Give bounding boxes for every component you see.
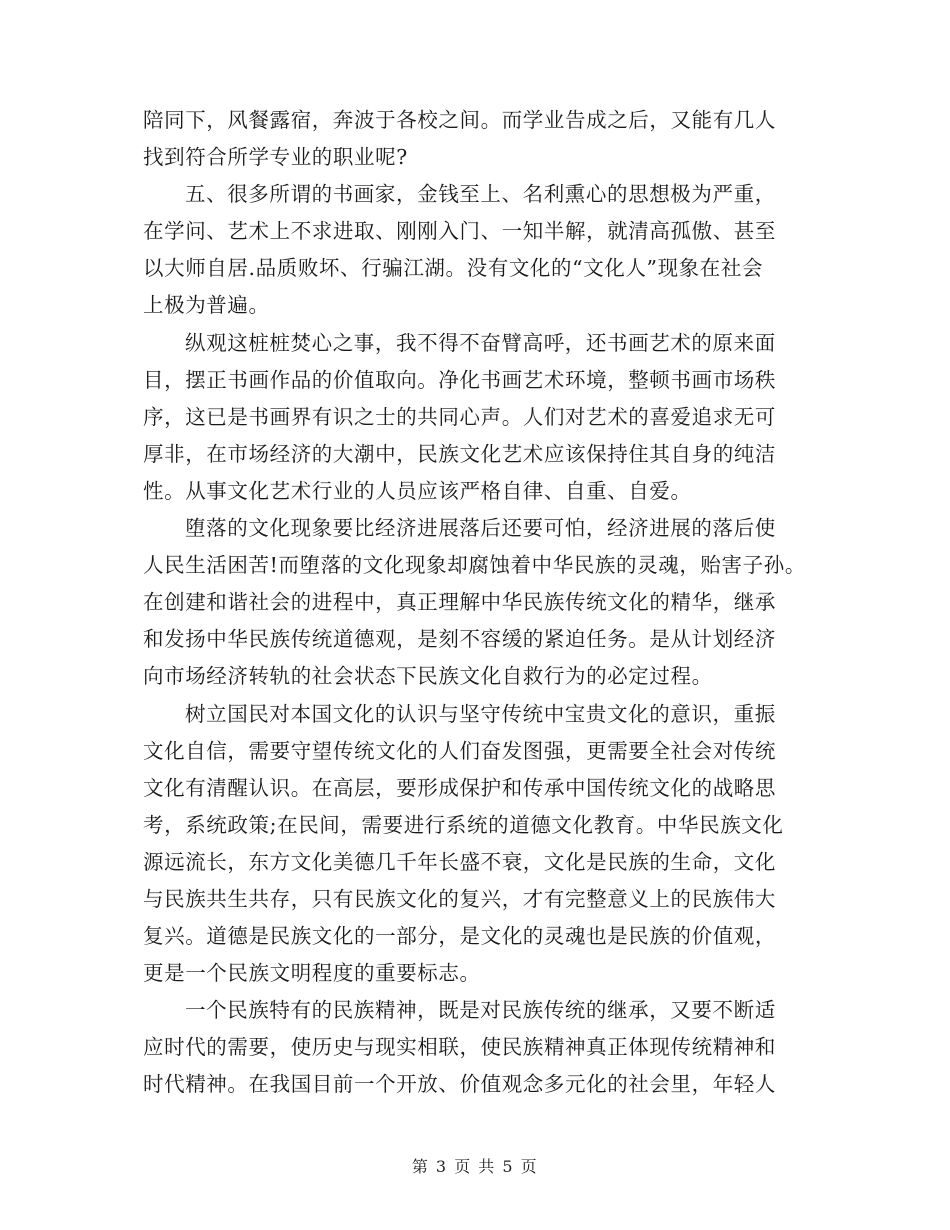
text-line: 复兴。道德是民族文化的一部分，是文化的灵魂也是民族的价值观， — [143, 924, 776, 949]
paragraph-6 — [143, 992, 813, 1103]
document-body — [143, 102, 813, 1104]
text-line: 陪同下，风餐露宿，奔波于各校之间。而学业告成之后，又能有几人 — [143, 108, 776, 132]
text-line: 在学问、艺术上不求进取、刚刚入门、一知半解，就清高孤傲、甚至 — [143, 219, 776, 244]
text-line: 五、很多所谓的书画家，金钱至上、名利熏心的思想极为严重， — [185, 182, 776, 207]
paragraph-4 — [143, 510, 813, 695]
text-line: 文化自信，需要守望传统文化的人们奋发图强，更需要全社会对传统 — [143, 738, 776, 763]
paragraph-2 — [143, 176, 813, 324]
text-line: 性。从事文化艺术行业的人员应该严格自律、自重、自爱。 — [143, 478, 692, 503]
text-line: 以大师自居.品质败坏、行骗江湖。没有文化的“文化人”现象在社会 — [143, 256, 764, 281]
text-line: 树立国民对本国文化的认识与坚守传统中宝贵文化的意识，重振 — [185, 701, 776, 726]
text-line: 更是一个民族文明程度的重要标志。 — [143, 961, 481, 986]
page-number-footer: 第 3 页 共 5 页 — [411, 1157, 539, 1176]
text-line: 与民族共生共存，只有民族文化的复兴，才有完整意义上的民族伟大 — [143, 886, 776, 911]
text-line: 人民生活困苦!而堕落的文化现象却腐蚀着中华民族的灵魂，贻害子孙。 — [143, 553, 806, 578]
text-line: 文化有清醒认识。在高层，要形成保护和传承中国传统文化的战略思 — [143, 775, 776, 800]
paragraph-1 — [143, 102, 813, 176]
paragraph-5 — [143, 696, 813, 993]
text-line: 纵观这桩桩焚心之事，我不得不奋臂高呼，还书画艺术的原来面 — [185, 330, 776, 355]
text-line: 目，摆正书画作品的价值取向。净化书画艺术环境，整顿书画市场秩 — [143, 367, 776, 392]
text-line: 一个民族特有的民族精神，既是对民族传统的继承，又要不断适 — [185, 998, 776, 1023]
text-line: 和发扬中华民族传统道德观，是刻不容缓的紧迫任务。是从计划经济 — [143, 627, 776, 652]
text-line: 考，系统政策;在民间，需要进行系统的道德文化教育。中华民族文化 — [143, 812, 784, 837]
text-line: 序，这已是书画界有识之士的共同心声。人们对艺术的喜爱追求无可 — [143, 404, 776, 429]
text-line: 时代精神。在我国目前一个开放、价值观念多元化的社会里，年轻人 — [143, 1072, 776, 1097]
text-line: 在创建和谐社会的进程中，真正理解中华民族传统文化的精华，继承 — [143, 590, 776, 615]
text-line: 找到符合所学专业的职业呢? — [143, 145, 408, 170]
text-line: 上极为普遍。 — [143, 293, 270, 318]
text-line: 应时代的需要，使历史与现实相联，使民族精神真正体现传统精神和 — [143, 1035, 776, 1060]
text-line: 堕落的文化现象要比经济进展落后还要可怕，经济进展的落后使 — [185, 516, 776, 541]
paragraph-3 — [143, 325, 813, 510]
text-line: 向市场经济转轨的社会状态下民族文化自救行为的必定过程。 — [143, 664, 713, 689]
text-line: 源远流长，东方文化美德几千年长盛不衰，文化是民族的生命，文化 — [143, 849, 776, 874]
text-line: 厚非，在市场经济的大潮中，民族文化艺术应该保持住其自身的纯洁 — [143, 441, 776, 466]
